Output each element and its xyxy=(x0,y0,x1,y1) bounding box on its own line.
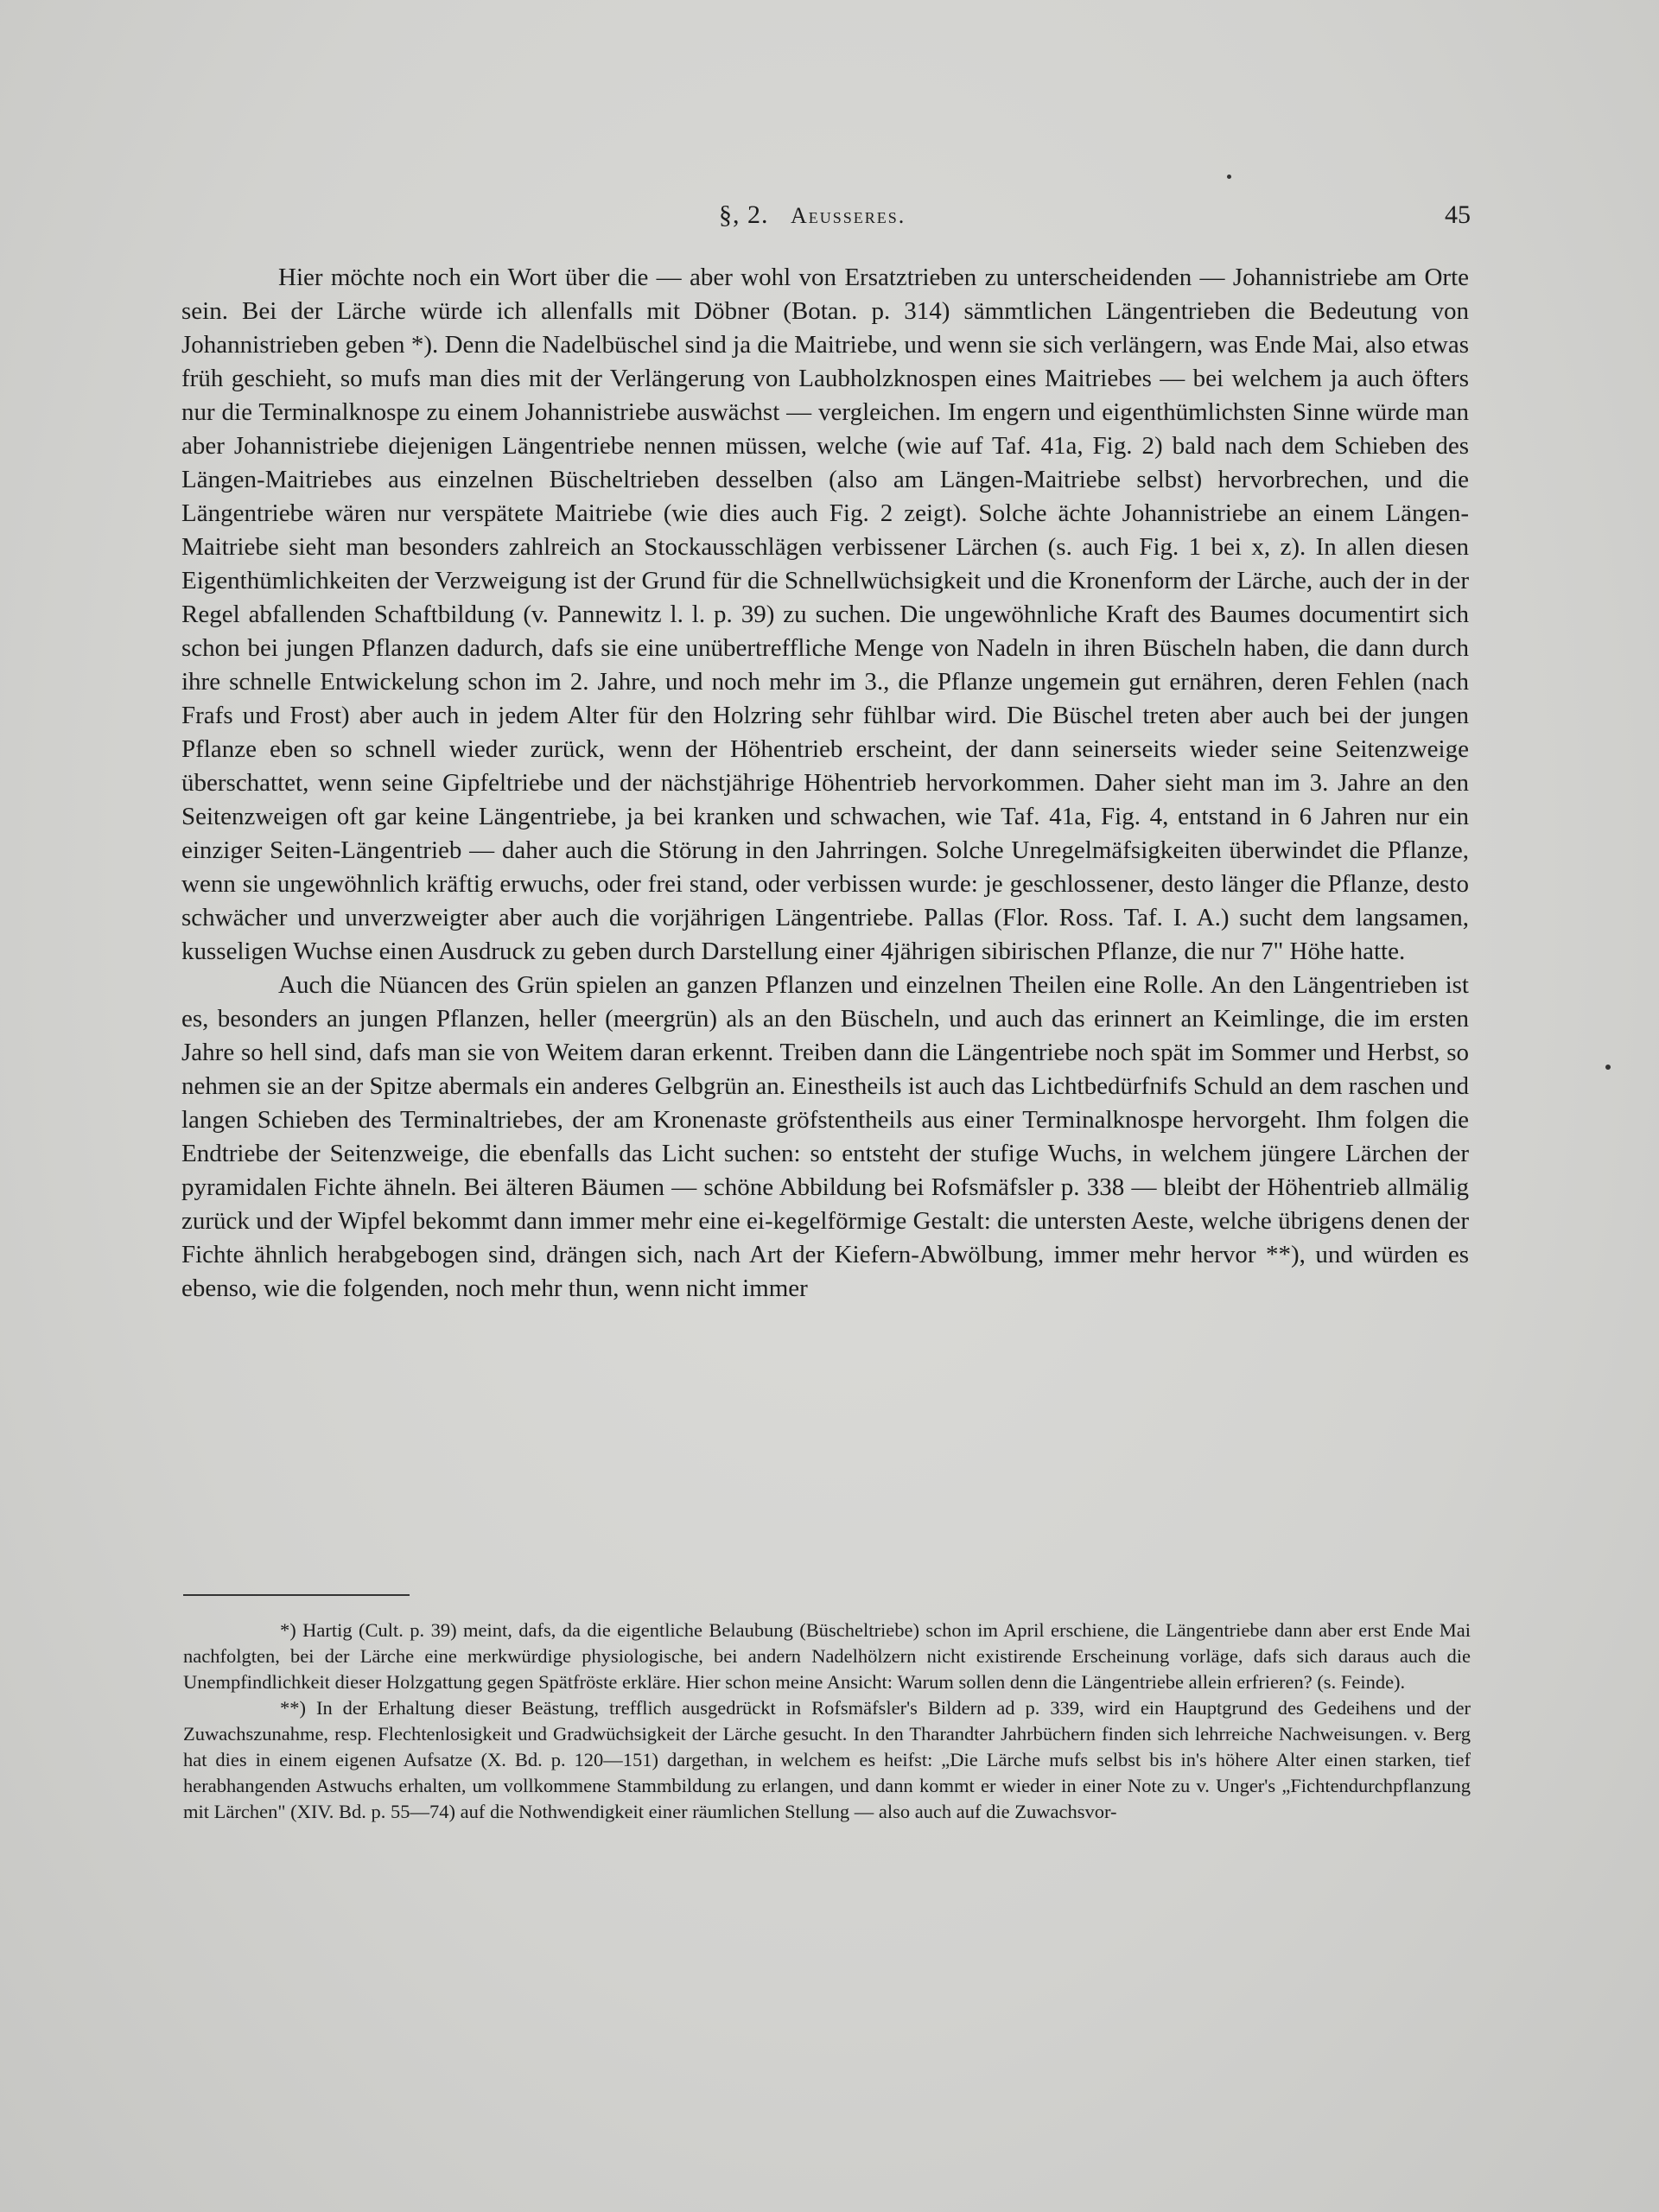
running-header xyxy=(183,200,1471,235)
footnote: **) In der Erhaltung dieser Beästung, trefflich ausgedrückt in Rofsmäfsler's Bildern ad p. 339, wird ein Hauptgrund des Gedeihens und der Zuwachszunahme, resp. Flechtenlosigkeit und Gradwüchsigkeit der Lärche gesucht. In den Tharandter Jahrbüchern finden sich lehrreiche Nachweisungen. v. Berg hat dies in einem eigenen Aufsatze (X. Bd. p. 120—151) dargethan, in welchem es heifst: „Die Lärche mufs selbst bis in's höhere Alter einen starken, tief herabhangenden Astwuchs erhalten, um vollkommene Stammbildung zu erlangen, und dann kommt er wieder in einer Note zu v. Unger's „Fichtendurchpflanzung mit Lärchen" (XIV. Bd. p. 55—74) auf die Nothwendigkeit einer räumlichen Stellung — also auch auf die Zuwachsvor- xyxy=(183,1697,1471,1822)
ink-speck xyxy=(1227,175,1231,179)
footnotes xyxy=(183,1618,1471,1825)
section-heading xyxy=(719,200,906,230)
footnote-rule xyxy=(183,1594,410,1596)
section-title: Aeusseres. xyxy=(791,203,906,228)
page-number: 45 xyxy=(1445,200,1471,229)
paragraph: Hier möchte noch ein Wort über die — aber wohl von Ersatztrieben zu unterscheidenden — Johannistriebe am Orte sein. Bei der Lärche würde ich allenfalls mit Döbner (Botan. p. 314) sämmtlichen Längentrieben die Bedeutung von Johannistrieben geben *). Denn die Nadelbüschel sind ja die Maitriebe, und wenn sie sich verlängern, was Ende Mai, also etwas früh geschieht, so mufs man dies mit der Verlängerung von Laubholzknospen eines Maitriebes — bei welchem ja auch öfters nur die Terminalknospe zu einem Johannistriebe auswächst — vergleichen. Im engern und eigenthümlichsten Sinne würde man aber Johannistriebe diejenigen Längentriebe nennen müssen, welche (wie auf Taf. 41a, Fig. 2) bald nach dem Schieben des Längen-Maitriebes aus einzelnen Büscheltrieben desselben (also am Längen-Maitriebe selbst) hervorbrechen, und die Längentriebe wären nur verspätete Maitriebe (wie dies auch Fig. 2 zeigt). Solche ächte Johannistriebe an einem Längen-Maitriebe sieht man besonders zahlreich an Stockausschlägen verbissener Lärchen (s. auch Fig. 1 bei x, z). In allen diesen Eigenthümlichkeiten der Verzweigung ist der Grund für die Schnellwüchsigkeit und die Kronenform der Lärche, auch der in der Regel abfallenden Schaftbildung (v. Pannewitz l. l. p. 39) zu suchen. Die ungewöhnliche Kraft des Baumes documentirt sich schon bei jungen Pflanzen dadurch, dafs sie eine unübertreffliche Menge von Nadeln in ihren Büscheln haben, die dann durch ihre schnelle Entwickelung schon im 2. Jahre, und noch mehr im 3., die Pflanze ungemein gut ernähren, deren Fehlen (nach Frafs und Frost) aber auch in jedem Alter für den Holzring sehr fühlbar wird. Die Büschel treten aber auch bei der jungen Pflanze eben so schnell wieder zurück, wenn der Höhentrieb erscheint, der dann seinerseits wieder seine Seitenzweige überschattet, wenn seine Gipfeltriebe und der nächstjährige Höhentrieb hervorkommen. Daher sieht man im 3. Jahre an den Seitenzweigen oft gar keine Längentriebe, ja bei kranken und schwachen, wie Taf. 41a, Fig. 4, entstand in 6 Jahren nur ein einziger Seiten-Längentrieb — daher auch die Störung in den Jahrringen. Solche Unregelmäfsigkeiten überwindet die Pflanze, wenn sie ungewöhnlich kräftig erwuchs, oder frei stand, oder verbissen wurde: je geschlossener, desto länger die Pflanze, desto schwächer und unverzweigter aber auch die vorjährigen Längentriebe. Pallas (Flor. Ross. Taf. I. A.) sucht dem langsamen, kusseligen Wuchse einen Ausdruck zu geben durch Darstellung einer 4jährigen sibirischen Pflanze, die nur 7" Höhe hatte. xyxy=(181,264,1469,965)
paragraph: Auch die Nüancen des Grün spielen an ganzen Pflanzen und einzelnen Theilen eine Rolle. An den Längentrieben ist es, besonders an jungen Pflanzen, heller (meergrün) als an den Büscheln, und auch das erinnert an Keimlinge, die im ersten Jahre so hell sind, dafs man sie von Weitem daran erkennt. Treiben dann die Längentriebe noch spät im Sommer und Herbst, so nehmen sie an der Spitze abermals ein anderes Gelbgrün an. Einestheils ist auch das Lichtbedürfnifs Schuld an dem raschen und langen Schieben des Terminaltriebes, der am Kronenaste gröfstentheils aus einer Terminalknospe hervorgeht. Ihm folgen die Endtriebe der Seitenzweige, die ebenfalls das Licht suchen: so entsteht der stufige Wuchs, in welchem jüngere Lärchen der pyramidalen Fichte ähneln. Bei älteren Bäumen — schöne Abbildung bei Rofsmäfsler p. 338 — bleibt der Höhentrieb allmälig zurück und der Wipfel bekommt dann immer mehr eine ei-kegelförmige Gestalt: die untersten Aeste, welche übrigens denen der Fichte ähnlich herabgebogen sind, drängen sich, nach Art der Kiefern-Abwölbung, immer mehr hervor **), und würden es ebenso, wie die folgenden, noch mehr thun, wenn nicht immer xyxy=(181,971,1469,1302)
section-mark: §, 2. xyxy=(719,200,769,229)
footnote: *) Hartig (Cult. p. 39) meint, dafs, da die eigentliche Belaubung (Büscheltriebe) schon im April erschiene, die Längentriebe dann aber erst Ende Mai nachfolgten, bei der Lärche eine merkwürdige physiologische, bei andern Nadelhölzern nicht existirende Erscheinung vorläge, dafs sich daraus auch die Unempfindlichkeit dieser Holzgattung gegen Spätfröste erkläre. Hier schon meine Ansicht: Warum sollen denn die Längentriebe allein erfrieren? (s. Feinde). xyxy=(183,1619,1471,1693)
ink-speck xyxy=(1605,1065,1611,1070)
main-text xyxy=(181,261,1469,1306)
